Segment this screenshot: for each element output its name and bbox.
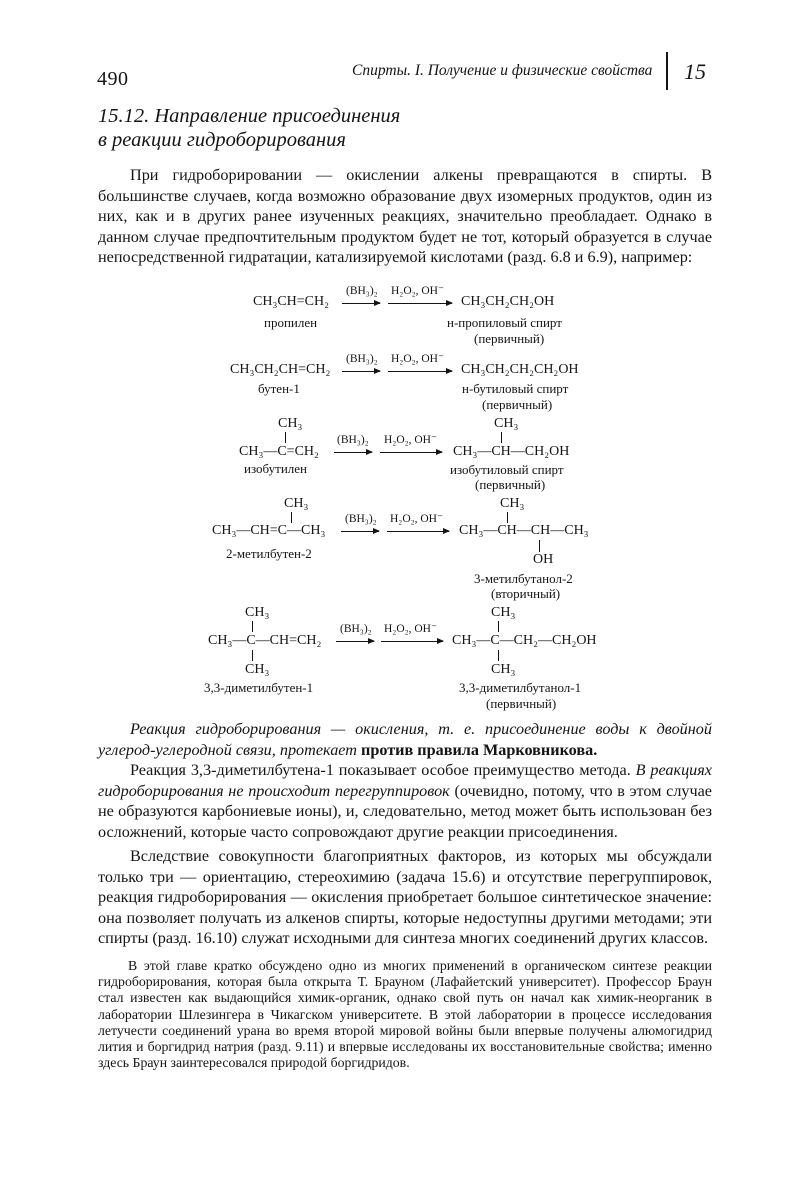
reaction-5-reactant-bond-top [252,621,253,632]
footnote-text: В этой главе кратко обсуждено одно из многих применений в органическом синтезе реакции гидроборирования, которая была открыта Т. Брауном (Лафайетский университет). Профессор Браун стал известен как выдающийся химик-органик, однако свой путь он начал как химик-неорганик в лаборатории Шлезингера в Чикагском университете. В этой лаборатории в процессе исследования летучести соединений урана во время второй мировой войны были впервые получены алюмогидрид лития и боргидрид натрия (разд. 9.11) и впервые исследованы их восстановительные свойства; именно здесь Браун заинтересовался природой боргидридов. [98,958,712,1071]
para3-text: Вследствие совокупности благоприятных факторов, из которых мы обсуждали только три — ориентацию, стереохимию (задача 15.6) и отсутствие перегруппировок, реакция гидроборирования — окисления приобретает большое синтетическое значение: она позволяет получать из алкенов спирты, которые недоступны другими методами; эти спирты (разд. 16.10) служат исходными для синтеза многих соединений других классов. [98,847,712,947]
reaction-3-reactant-name: изобутилен [244,461,307,476]
rule-italic-text: Реакция гидроборирования — окисления, т. е. присоединение воды к двойной углерод-углеродной связи, протекает [98,720,712,759]
reaction-4-reactant-top: CH₃ [284,496,309,511]
reaction-3-product-name: изобутиловый спирт [450,462,564,477]
reaction-5-reactant: CH₃—C—CH=CH₂ [208,633,322,648]
reaction-5-product-bond-top [498,621,499,632]
reaction-4-arrow-1 [341,531,379,532]
reaction-3-arrow-1 [334,452,372,453]
section-title-line-2: в реакции гидроборирования [98,129,346,151]
reaction-1-reactant: CH₃CH=CH₂ [253,294,330,309]
reaction-3-product-class: (первичный) [475,477,546,492]
reaction-2-arrow-2 [388,371,452,372]
reaction-5-product-bottom: CH₃ [491,662,516,677]
reaction-1-arrow-2 [388,303,452,304]
footnote [98,958,712,1071]
reaction-4-reagent-1: (BH₃)₂ [345,513,377,525]
running-head: Спирты. I. Получение и физические свойства [352,62,653,79]
reaction-2-reactant-name: бутен-1 [258,381,300,396]
page-number: 490 [97,68,129,90]
reaction-4-product-bond-bottom [539,540,540,552]
reaction-3-reagent-1: (BH₃)₂ [337,434,369,446]
reaction-1-product-class: (первичный) [474,331,545,346]
reaction-3-reactant-bond [285,432,286,443]
reaction-4-product-bottom: OH [533,552,554,567]
reaction-5-arrow-1 [336,641,374,642]
reaction-1-product-name: н-пропиловый спирт [447,315,562,330]
reaction-1-reagent-2: H₂O₂, OH⁻ [391,285,445,297]
reaction-5-arrow-2 [381,641,443,642]
reaction-5-product-class: (первичный) [486,696,557,711]
synthetic-value-paragraph [98,846,712,949]
reaction-4-reagent-2: H₂O₂, OH⁻ [390,513,444,525]
reaction-2-reactant: CH₃CH₂CH=CH₂ [230,362,331,377]
reaction-4-product-bond-top [507,512,508,523]
reaction-5-product: CH₃—C—CH₂—CH₂OH [452,633,597,648]
reaction-4-product-top: CH₃ [500,496,525,511]
reaction-3-product-top: CH₃ [494,416,519,431]
reaction-4-product-class: (вторичный) [491,586,561,601]
markovnikov-rule-paragraph [98,719,712,760]
reaction-3-product-bond [501,432,502,443]
chapter-page-number: 15 [684,59,706,84]
section-title-line-1: 15.12. Направление присоединения [98,105,401,127]
reaction-4-reactant-name: 2-метилбутен-2 [226,546,312,561]
reaction-3-arrow-2 [380,452,442,453]
reaction-5-product-bond-bottom [498,650,499,661]
reaction-5-product-top: CH₃ [491,605,516,620]
reaction-5-reagent-2: H₂O₂, OH⁻ [384,623,438,635]
reaction-3-reagent-2: H₂O₂, OH⁻ [384,434,438,446]
para2-start: Реакция 3,3-диметилбутена-1 показывает особое преимущество метода. [130,761,631,779]
reaction-1-product: CH₃CH₂CH₂OH [461,294,555,309]
reaction-2-product-class: (первичный) [482,397,553,412]
reaction-4-product-name: 3-метилбутанол-2 [474,571,573,586]
reaction-2-product-name: н-бутиловый спирт [462,381,569,396]
reaction-4-reactant-bond [291,512,292,523]
reaction-2-reagent-2: H₂O₂, OH⁻ [391,353,445,365]
reaction-1-reagent-1: (BH₃)₂ [346,285,378,297]
reaction-5-product-name: 3,3-диметилбутанол-1 [459,680,582,695]
rearrangement-paragraph [98,760,712,842]
reaction-4-product: CH₃—CH—CH—CH₃ [459,523,589,538]
reaction-2-arrow-1 [342,371,380,372]
reaction-3-reactant: CH₃—C=CH₂ [239,444,319,459]
reaction-2-product: CH₃CH₂CH₂CH₂OH [461,362,579,377]
reaction-5-reactant-top: CH₃ [245,605,270,620]
para2-end: (очевидно, потому, что в этом случае не образуются карбониевые ионы), и, следовательно, метод может быть использован без осложнений, которые часто сопровождают другие реакции присоединения. [98,781,712,841]
reaction-1-reactant-name: пропилен [264,315,318,330]
reaction-3-product: CH₃—CH—CH₂OH [453,444,570,459]
reaction-5-reactant-bottom: CH₃ [245,662,270,677]
intro-text: При гидроборировании — окислении алкены превращаются в спирты. В большинстве случаев, когда возможно образование двух изомерных продуктов, один из них, как и в других ранее изученных реакциях, значительно преобладает. Однако в данном случае предпочтительным продуктом будет не тот, который образуется в случае непосредственной гидратации, катализируемой кислотами (разд. 6.8 и 6.9), например: [98,166,712,266]
reaction-4-reactant: CH₃—CH=C—CH₃ [212,523,326,538]
reaction-4-arrow-2 [387,531,449,532]
reaction-1-arrow-1 [342,303,380,304]
reaction-3-reactant-top: CH₃ [278,416,303,431]
reaction-5-reactant-name: 3,3-диметилбутен-1 [204,680,314,695]
reaction-5-reactant-bond-bottom [252,650,253,661]
reaction-5-reagent-1: (BH₃)₂ [340,623,372,635]
rule-bold-text: против правила Марковникова. [361,740,598,759]
reaction-2-reagent-1: (BH₃)₂ [346,353,378,365]
para2-italic: В реакциях гидроборирования не происходит перегруппировок [98,761,712,800]
